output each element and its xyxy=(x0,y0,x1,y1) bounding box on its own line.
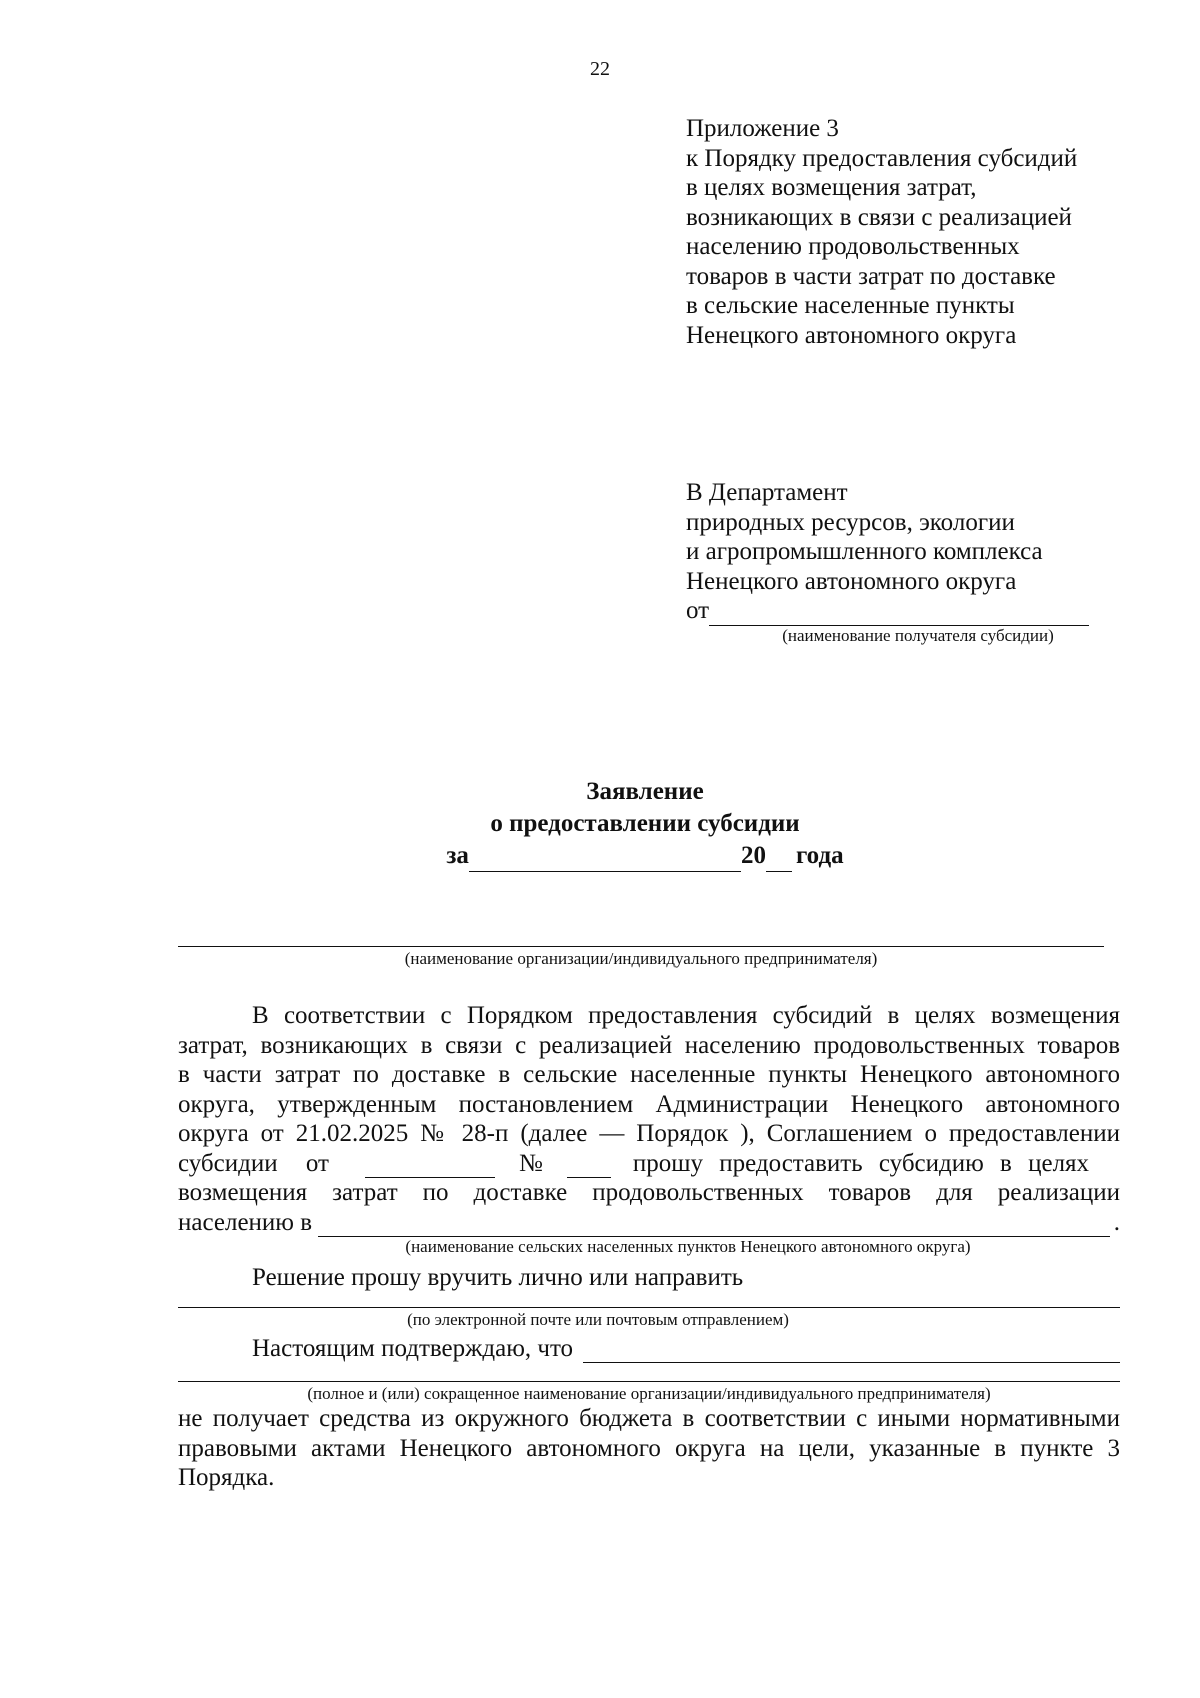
document-title xyxy=(0,776,1200,872)
agreement-suffix: прошу предоставить субсидию в целях xyxy=(632,1149,1090,1177)
organization-name-field[interactable] xyxy=(178,930,1104,947)
body-line: В соответствии с Порядком предоставления субсидий в целях возмещения xyxy=(252,1002,1120,1029)
decision-text: Решение прошу вручить лично или направить xyxy=(252,1264,744,1291)
body-line: округа, утвержденным постановлением Администрации Ненецкого автономного xyxy=(178,1090,1120,1118)
confirm-line xyxy=(178,1334,1120,1364)
page-number: 22 xyxy=(590,58,610,80)
delivery-method-field[interactable] xyxy=(178,1295,1120,1308)
title-line-1: Заявление xyxy=(586,778,704,805)
organization-caption: (наименование организации/индивидуального предпринимателя) xyxy=(404,949,878,968)
recipient-caption: (наименование получателя субсидии) xyxy=(782,625,1054,645)
settlements-end: . xyxy=(1113,1208,1120,1236)
settlements-line xyxy=(178,1208,1120,1238)
body-line: Порядка. xyxy=(178,1464,275,1491)
period-line xyxy=(446,840,843,872)
from-label: от xyxy=(686,597,710,624)
body-line: в части затрат по доставке в сельские населенные пункты Ненецкого автономного xyxy=(178,1061,1120,1088)
appendix-line: товаров в части затрат по доставке xyxy=(686,262,1056,290)
period-year: 20 xyxy=(740,842,766,869)
agreement-number-label: № xyxy=(518,1149,543,1177)
period-suffix: года xyxy=(795,842,844,869)
appendix-line: Приложение 3 xyxy=(686,115,839,142)
addressee-line: и агропромышленного комплекса xyxy=(686,538,1043,565)
appendix-line: в целях возмещения затрат, xyxy=(686,174,977,201)
confirm-name-field[interactable] xyxy=(583,1342,1120,1363)
decision-caption: (по электронной почте или почтовым отправлением) xyxy=(407,1309,789,1329)
addressee-block xyxy=(686,478,1106,646)
organization-block xyxy=(178,930,1104,969)
period-prefix: за xyxy=(446,842,469,869)
appendix-line: возникающих в связи с реализацией xyxy=(686,203,1072,231)
agreement-line xyxy=(178,1149,1120,1179)
addressee-line: В Департамент xyxy=(686,479,848,506)
settlements-prefix: населению в xyxy=(178,1208,313,1236)
agreement-date-field[interactable] xyxy=(365,1157,495,1178)
confirm-text: Настоящим подтверждаю, что xyxy=(252,1334,574,1362)
body-line: возмещения затрат по доставке продовольственных товаров для реализации xyxy=(178,1179,1120,1206)
agreement-prefix: субсидии от xyxy=(178,1149,329,1177)
appendix-header xyxy=(686,114,1146,350)
appendix-line: Ненецкого автономного округа xyxy=(686,321,1017,349)
confirm-name-field-continued[interactable] xyxy=(178,1363,1120,1382)
body-line: правовыми актами Ненецкого автономного округа на цели, указанные в пункте 3 xyxy=(178,1434,1120,1462)
addressee-line: природных ресурсов, экологии xyxy=(686,508,1015,536)
from-line xyxy=(686,596,1106,626)
addressee-line: Ненецкого автономного округа xyxy=(686,567,1017,595)
application-body xyxy=(178,1001,1120,1493)
appendix-line: населению продовольственных xyxy=(686,233,1020,260)
settlements-caption: (наименование сельских населенных пунктов Ненецкого автономного округа) xyxy=(405,1237,971,1256)
confirm-caption: (полное и (или) сокращенное наименование организации/индивидуального предпринимателя) xyxy=(307,1384,991,1403)
appendix-line: к Порядку предоставления субсидий xyxy=(686,144,1078,172)
agreement-number-field[interactable] xyxy=(567,1157,611,1178)
title-line-2: о предоставлении субсидии xyxy=(490,810,800,837)
recipient-name-field[interactable] xyxy=(709,603,1089,626)
body-line: округа от 21.02.2025 № 28-п (далее — Порядок ), Соглашением о предоставлении xyxy=(178,1120,1120,1147)
body-line: не получает средства из окружного бюджета в соответствии с иными нормативными xyxy=(178,1405,1120,1432)
body-line: затрат, возникающих в связи с реализацией населению продовольственных товаров xyxy=(178,1031,1120,1059)
period-field[interactable] xyxy=(469,847,741,872)
year-field[interactable] xyxy=(766,847,792,872)
appendix-line: в сельские населенные пункты xyxy=(686,292,1015,319)
settlements-field[interactable] xyxy=(318,1216,1110,1237)
